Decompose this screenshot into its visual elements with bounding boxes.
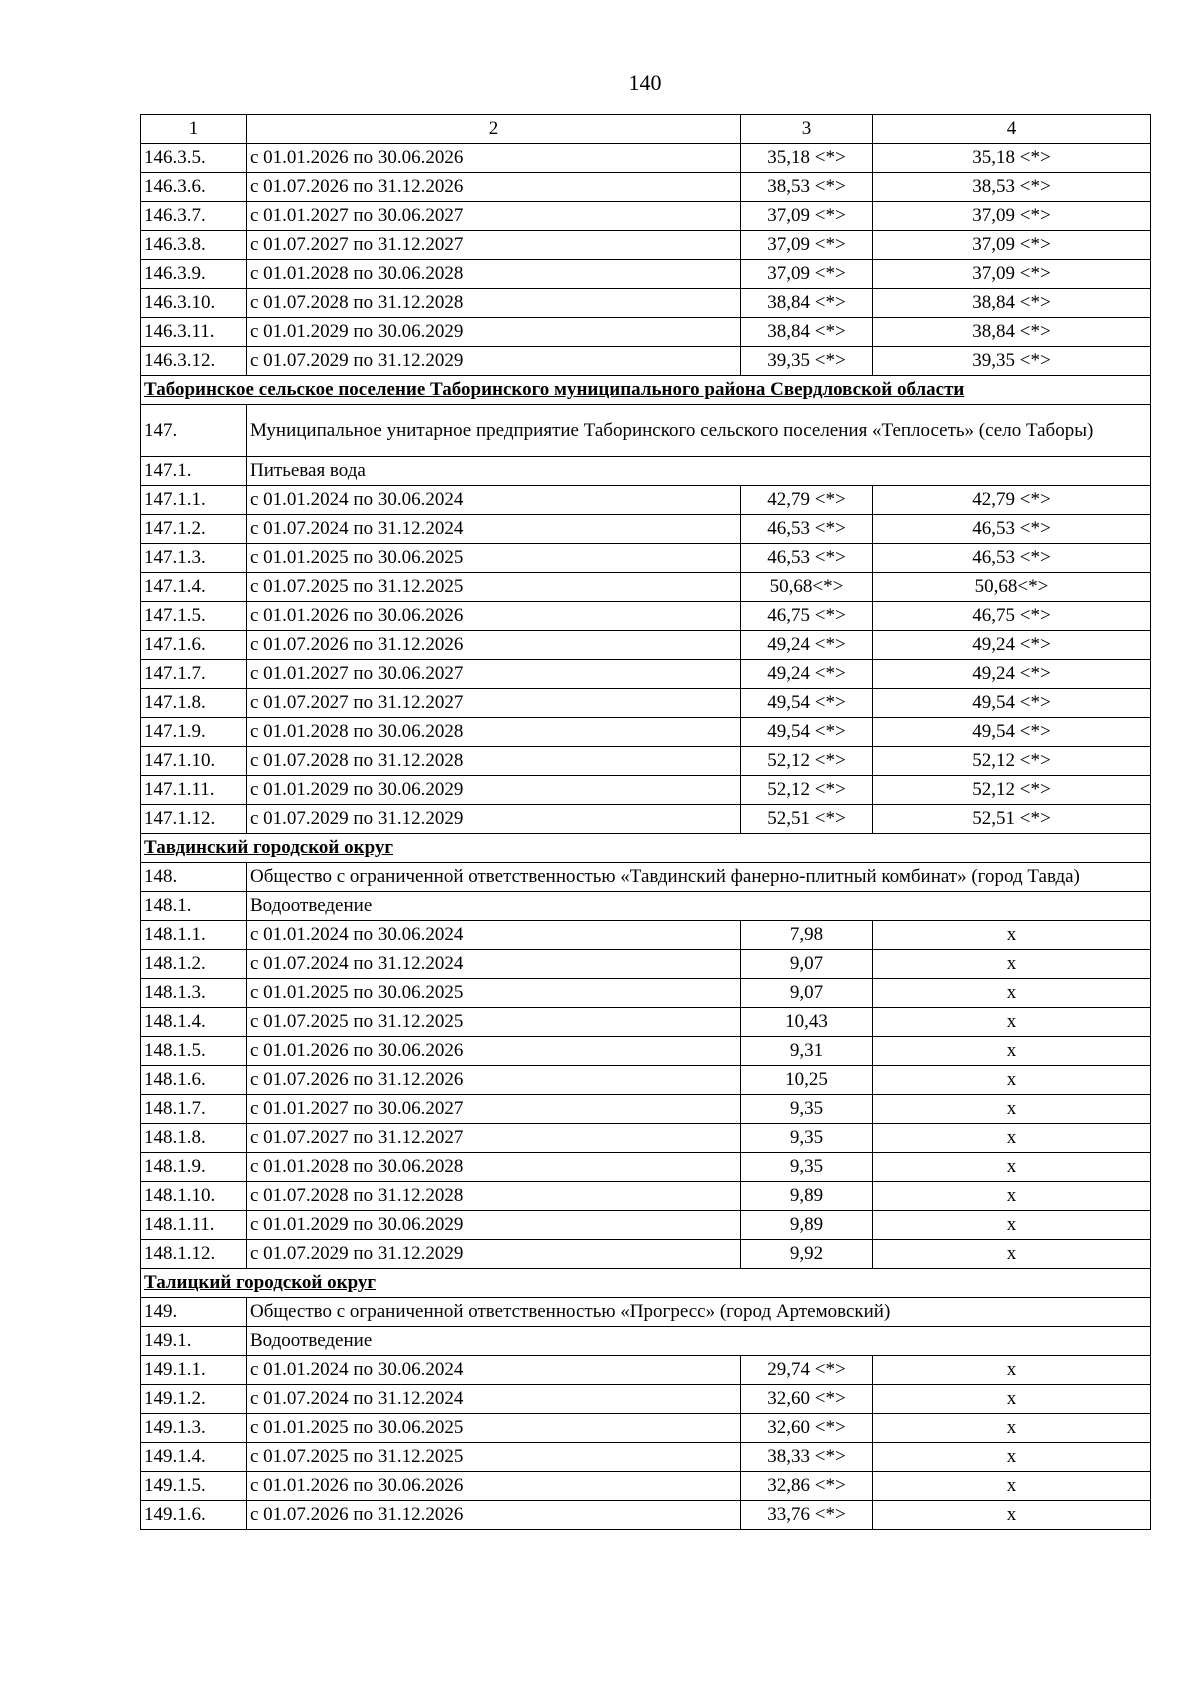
tariff-value-col4: х (873, 1356, 1151, 1385)
row-code: 149. (141, 1298, 247, 1327)
tariff-value-col4: 49,54 <*> (873, 689, 1151, 718)
tariff-value-col3: 50,68<*> (741, 573, 873, 602)
section-title: Таборинское сельское поселение Таборинского муниципального района Свердловской области (141, 376, 1151, 405)
row-code: 147.1.10. (141, 747, 247, 776)
tariff-period: с 01.01.2028 по 30.06.2028 (247, 718, 741, 747)
organization-row (141, 892, 1151, 921)
tariff-value-col3: 7,98 (741, 921, 873, 950)
tariff-value-col3: 39,35 <*> (741, 347, 873, 376)
tariff-value-col3: 46,75 <*> (741, 602, 873, 631)
table-row (141, 289, 1151, 318)
tariff-period: с 01.07.2027 по 31.12.2027 (247, 231, 741, 260)
tariff-value-col4: 50,68<*> (873, 573, 1151, 602)
table-row (141, 1356, 1151, 1385)
tariff-value-col4: х (873, 1472, 1151, 1501)
table-row (141, 347, 1151, 376)
tariff-period: с 01.07.2029 по 31.12.2029 (247, 1240, 741, 1269)
tariff-value-col4: 46,53 <*> (873, 515, 1151, 544)
tariff-period: с 01.07.2026 по 31.12.2026 (247, 631, 741, 660)
row-code: 147.1.3. (141, 544, 247, 573)
row-code: 149.1.4. (141, 1443, 247, 1472)
tariff-value-col4: 37,09 <*> (873, 231, 1151, 260)
organization-row (141, 405, 1151, 457)
organization-row (141, 1327, 1151, 1356)
table-row (141, 747, 1151, 776)
tariff-value-col3: 49,54 <*> (741, 718, 873, 747)
tariff-value-col3: 49,54 <*> (741, 689, 873, 718)
tariff-period: с 01.07.2026 по 31.12.2026 (247, 173, 741, 202)
table-row (141, 1443, 1151, 1472)
tariff-period: с 01.01.2024 по 30.06.2024 (247, 486, 741, 515)
tariff-period: с 01.01.2026 по 30.06.2026 (247, 602, 741, 631)
row-code: 146.3.10. (141, 289, 247, 318)
row-code: 146.3.12. (141, 347, 247, 376)
tariff-value-col4: 35,18 <*> (873, 144, 1151, 173)
tariff-period: с 01.07.2025 по 31.12.2025 (247, 573, 741, 602)
row-code: 149.1.6. (141, 1501, 247, 1530)
tariff-value-col3: 49,24 <*> (741, 660, 873, 689)
table-row (141, 515, 1151, 544)
row-code: 148.1.11. (141, 1211, 247, 1240)
tariff-period: с 01.07.2024 по 31.12.2024 (247, 950, 741, 979)
row-code: 148.1.7. (141, 1095, 247, 1124)
tariff-value-col4: 52,51 <*> (873, 805, 1151, 834)
tariff-period: с 01.01.2029 по 30.06.2029 (247, 318, 741, 347)
tariff-period: с 01.01.2024 по 30.06.2024 (247, 1356, 741, 1385)
tariff-value-col4: 38,84 <*> (873, 318, 1151, 347)
tariff-value-col3: 9,92 (741, 1240, 873, 1269)
tariff-period: с 01.07.2025 по 31.12.2025 (247, 1008, 741, 1037)
tariff-value-col3: 38,84 <*> (741, 289, 873, 318)
table-row (141, 260, 1151, 289)
tariff-value-col3: 9,07 (741, 979, 873, 1008)
organization-name: Водоотведение (247, 892, 1151, 921)
tariff-value-col4: х (873, 1037, 1151, 1066)
table-row (141, 1385, 1151, 1414)
table-row (141, 805, 1151, 834)
organization-name: Общество с ограниченной ответственностью «Тавдинский фанерно-плитный комбинат» (город Тавда) (247, 863, 1151, 892)
tariff-value-col3: 10,43 (741, 1008, 873, 1037)
table-row (141, 718, 1151, 747)
row-code: 147.1.8. (141, 689, 247, 718)
tariff-value-col3: 42,79 <*> (741, 486, 873, 515)
tariff-period: с 01.07.2025 по 31.12.2025 (247, 1443, 741, 1472)
row-code: 146.3.9. (141, 260, 247, 289)
tariff-value-col4: х (873, 950, 1151, 979)
table-row (141, 173, 1151, 202)
organization-name: Водоотведение (247, 1327, 1151, 1356)
row-code: 147.1.11. (141, 776, 247, 805)
tariff-value-col4: 49,54 <*> (873, 718, 1151, 747)
tariff-period: с 01.01.2025 по 30.06.2025 (247, 544, 741, 573)
tariff-value-col4: х (873, 1008, 1151, 1037)
tariff-period: с 01.07.2026 по 31.12.2026 (247, 1066, 741, 1095)
row-code: 149.1.1. (141, 1356, 247, 1385)
tariff-value-col4: х (873, 921, 1151, 950)
tariff-value-col4: х (873, 979, 1151, 1008)
table-row (141, 318, 1151, 347)
table-row (141, 1153, 1151, 1182)
tariff-period: с 01.01.2026 по 30.06.2026 (247, 1037, 741, 1066)
tariff-period: с 01.07.2024 по 31.12.2024 (247, 1385, 741, 1414)
tariff-period: с 01.07.2028 по 31.12.2028 (247, 289, 741, 318)
table-row (141, 144, 1151, 173)
tariff-period: с 01.01.2027 по 30.06.2027 (247, 660, 741, 689)
tariff-period: с 01.01.2027 по 30.06.2027 (247, 202, 741, 231)
table-row (141, 1124, 1151, 1153)
tariff-value-col3: 52,51 <*> (741, 805, 873, 834)
table-row (141, 1066, 1151, 1095)
row-code: 149.1.2. (141, 1385, 247, 1414)
tariff-value-col3: 9,31 (741, 1037, 873, 1066)
tariff-value-col3: 35,18 <*> (741, 144, 873, 173)
tariff-value-col4: 52,12 <*> (873, 747, 1151, 776)
row-code: 147.1.6. (141, 631, 247, 660)
row-code: 148.1.9. (141, 1153, 247, 1182)
organization-name: Муниципальное унитарное предприятие Таборинского сельского поселения «Теплосеть» (село Таборы) (247, 405, 1151, 457)
tariff-period: с 01.01.2028 по 30.06.2028 (247, 260, 741, 289)
table-header-row (141, 115, 1151, 144)
tariff-value-col3: 33,76 <*> (741, 1501, 873, 1530)
organization-name: Общество с ограниченной ответственностью «Прогресс» (город Артемовский) (247, 1298, 1151, 1327)
tariff-value-col3: 32,86 <*> (741, 1472, 873, 1501)
tariff-value-col4: 38,53 <*> (873, 173, 1151, 202)
row-code: 148.1.10. (141, 1182, 247, 1211)
table-row (141, 660, 1151, 689)
table-row (141, 1414, 1151, 1443)
tariff-table (140, 114, 1151, 1530)
table-row (141, 1008, 1151, 1037)
column-header-3: 3 (741, 115, 873, 144)
tariff-value-col4: 39,35 <*> (873, 347, 1151, 376)
row-code: 148.1.8. (141, 1124, 247, 1153)
row-code: 147.1.1. (141, 486, 247, 515)
row-code: 147.1.2. (141, 515, 247, 544)
tariff-value-col4: 42,79 <*> (873, 486, 1151, 515)
tariff-value-col3: 37,09 <*> (741, 260, 873, 289)
tariff-value-col3: 9,89 (741, 1182, 873, 1211)
tariff-value-col3: 52,12 <*> (741, 747, 873, 776)
section-row (141, 1269, 1151, 1298)
tariff-period: с 01.01.2026 по 30.06.2026 (247, 144, 741, 173)
table-row (141, 1037, 1151, 1066)
table-row (141, 1182, 1151, 1211)
tariff-value-col4: 37,09 <*> (873, 260, 1151, 289)
column-header-4: 4 (873, 115, 1151, 144)
tariff-period: с 01.01.2025 по 30.06.2025 (247, 979, 741, 1008)
row-code: 148.1.2. (141, 950, 247, 979)
organization-row (141, 457, 1151, 486)
row-code: 146.3.11. (141, 318, 247, 347)
row-code: 148.1.1. (141, 921, 247, 950)
table-row (141, 979, 1151, 1008)
tariff-value-col4: 49,24 <*> (873, 660, 1151, 689)
tariff-value-col3: 37,09 <*> (741, 231, 873, 260)
row-code: 147.1.4. (141, 573, 247, 602)
table-row (141, 776, 1151, 805)
tariff-value-col4: 46,53 <*> (873, 544, 1151, 573)
tariff-period: с 01.07.2024 по 31.12.2024 (247, 515, 741, 544)
section-row (141, 834, 1151, 863)
tariff-period: с 01.01.2027 по 30.06.2027 (247, 1095, 741, 1124)
organization-row (141, 863, 1151, 892)
table-row (141, 544, 1151, 573)
tariff-period: с 01.01.2026 по 30.06.2026 (247, 1472, 741, 1501)
tariff-value-col3: 32,60 <*> (741, 1414, 873, 1443)
tariff-period: с 01.07.2027 по 31.12.2027 (247, 1124, 741, 1153)
row-code: 147.1.9. (141, 718, 247, 747)
tariff-period: с 01.07.2029 по 31.12.2029 (247, 805, 741, 834)
row-code: 146.3.7. (141, 202, 247, 231)
section-row (141, 376, 1151, 405)
table-row (141, 1501, 1151, 1530)
tariff-value-col3: 9,07 (741, 950, 873, 979)
row-code: 146.3.6. (141, 173, 247, 202)
row-code: 147. (141, 405, 247, 457)
tariff-value-col4: 52,12 <*> (873, 776, 1151, 805)
tariff-period: с 01.07.2029 по 31.12.2029 (247, 347, 741, 376)
row-code: 146.3.5. (141, 144, 247, 173)
tariff-period: с 01.07.2028 по 31.12.2028 (247, 1182, 741, 1211)
table-row (141, 202, 1151, 231)
tariff-value-col4: х (873, 1414, 1151, 1443)
tariff-value-col3: 38,84 <*> (741, 318, 873, 347)
organization-name: Питьевая вода (247, 457, 1151, 486)
tariff-value-col4: х (873, 1153, 1151, 1182)
tariff-value-col3: 10,25 (741, 1066, 873, 1095)
tariff-value-col3: 38,53 <*> (741, 173, 873, 202)
table-row (141, 950, 1151, 979)
tariff-value-col3: 9,35 (741, 1153, 873, 1182)
table-row (141, 631, 1151, 660)
tariff-value-col4: х (873, 1095, 1151, 1124)
tariff-value-col4: 49,24 <*> (873, 631, 1151, 660)
tariff-value-col4: х (873, 1501, 1151, 1530)
row-code: 149.1.3. (141, 1414, 247, 1443)
row-code: 147.1.5. (141, 602, 247, 631)
tariff-value-col3: 9,89 (741, 1211, 873, 1240)
tariff-value-col4: 46,75 <*> (873, 602, 1151, 631)
table-row (141, 486, 1151, 515)
row-code: 148.1.3. (141, 979, 247, 1008)
tariff-period: с 01.07.2027 по 31.12.2027 (247, 689, 741, 718)
tariff-value-col3: 37,09 <*> (741, 202, 873, 231)
table-row (141, 1472, 1151, 1501)
row-code: 148.1.5. (141, 1037, 247, 1066)
page-number: 140 (628, 70, 662, 95)
tariff-value-col4: 38,84 <*> (873, 289, 1151, 318)
tariff-value-col3: 38,33 <*> (741, 1443, 873, 1472)
tariff-value-col4: х (873, 1240, 1151, 1269)
tariff-value-col3: 52,12 <*> (741, 776, 873, 805)
tariff-period: с 01.07.2028 по 31.12.2028 (247, 747, 741, 776)
tariff-period: с 01.01.2029 по 30.06.2029 (247, 1211, 741, 1240)
organization-row (141, 1298, 1151, 1327)
tariff-period: с 01.01.2028 по 30.06.2028 (247, 1153, 741, 1182)
tariff-value-col3: 46,53 <*> (741, 544, 873, 573)
section-title: Талицкий городской округ (141, 1269, 1151, 1298)
row-code: 149.1.5. (141, 1472, 247, 1501)
row-code: 148.1.6. (141, 1066, 247, 1095)
column-header-2: 2 (247, 115, 741, 144)
tariff-value-col3: 32,60 <*> (741, 1385, 873, 1414)
tariff-period: с 01.01.2025 по 30.06.2025 (247, 1414, 741, 1443)
tariff-value-col4: х (873, 1385, 1151, 1414)
tariff-period: с 01.01.2024 по 30.06.2024 (247, 921, 741, 950)
row-code: 146.3.8. (141, 231, 247, 260)
row-code: 147.1. (141, 457, 247, 486)
row-code: 148.1.12. (141, 1240, 247, 1269)
table-row (141, 689, 1151, 718)
tariff-period: с 01.07.2026 по 31.12.2026 (247, 1501, 741, 1530)
tariff-value-col4: х (873, 1443, 1151, 1472)
row-code: 148.1. (141, 892, 247, 921)
tariff-value-col4: х (873, 1124, 1151, 1153)
tariff-value-col3: 49,24 <*> (741, 631, 873, 660)
section-title: Тавдинский городской округ (141, 834, 1151, 863)
tariff-value-col4: 37,09 <*> (873, 202, 1151, 231)
table-row (141, 1211, 1151, 1240)
table-row (141, 231, 1151, 260)
table-row (141, 921, 1151, 950)
table-row (141, 602, 1151, 631)
row-code: 147.1.7. (141, 660, 247, 689)
tariff-value-col3: 29,74 <*> (741, 1356, 873, 1385)
row-code: 147.1.12. (141, 805, 247, 834)
tariff-value-col3: 9,35 (741, 1124, 873, 1153)
tariff-value-col3: 9,35 (741, 1095, 873, 1124)
tariff-period: с 01.01.2029 по 30.06.2029 (247, 776, 741, 805)
tariff-value-col4: х (873, 1182, 1151, 1211)
tariff-value-col4: х (873, 1066, 1151, 1095)
column-header-1: 1 (141, 115, 247, 144)
row-code: 149.1. (141, 1327, 247, 1356)
row-code: 148. (141, 863, 247, 892)
tariff-value-col4: х (873, 1211, 1151, 1240)
row-code: 148.1.4. (141, 1008, 247, 1037)
table-row (141, 573, 1151, 602)
table-row (141, 1095, 1151, 1124)
table-row (141, 1240, 1151, 1269)
tariff-value-col3: 46,53 <*> (741, 515, 873, 544)
